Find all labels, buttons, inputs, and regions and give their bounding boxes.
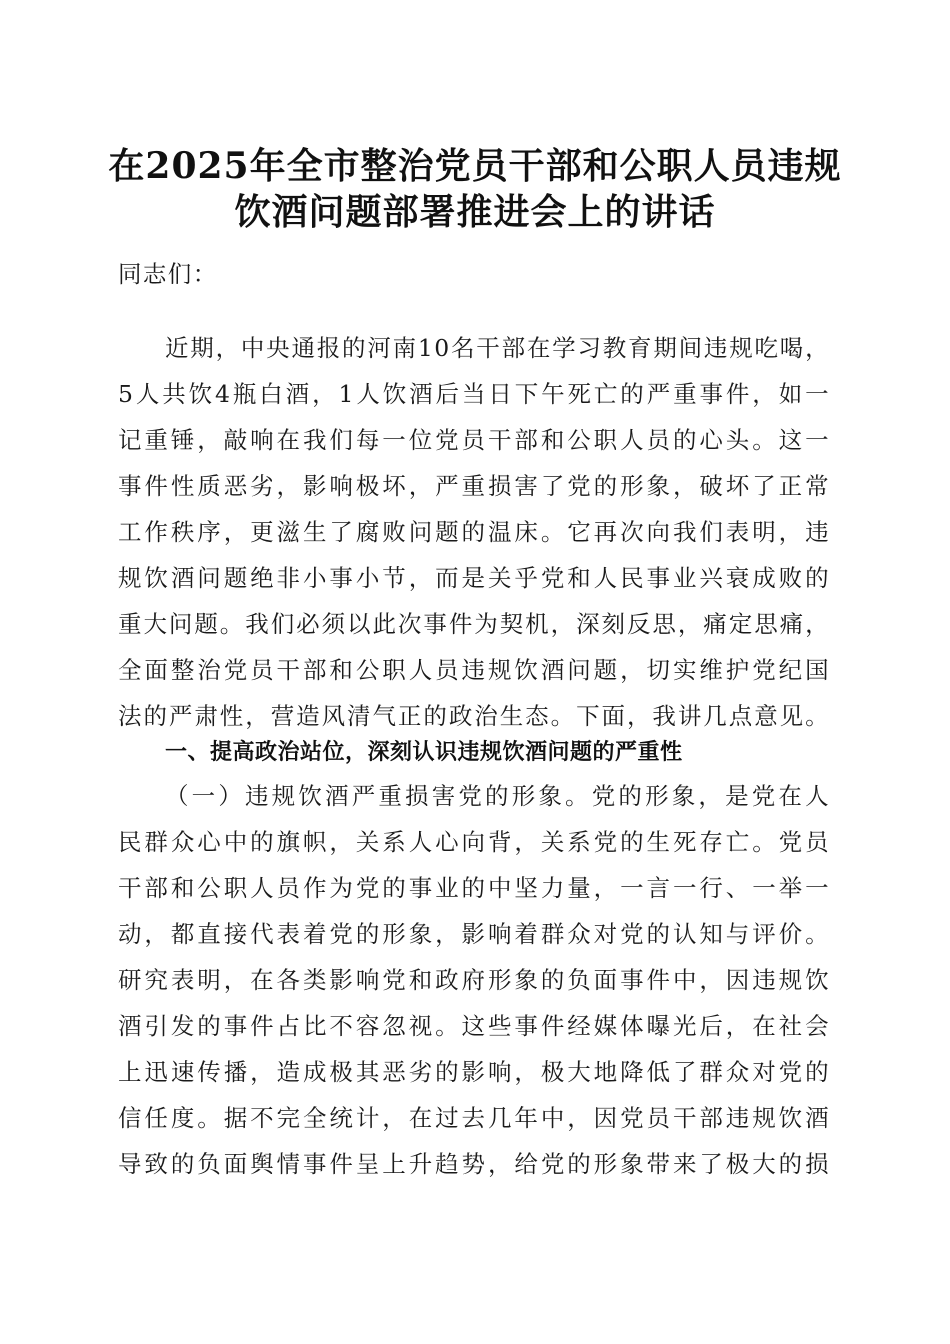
document-title-line-2: 饮酒问题部署推进会上的讲话 — [234, 191, 716, 233]
subsection-line: 动，都直接代表着党的形象，影响着群众对党的认知与评价。 — [118, 920, 830, 948]
subsection-line: 上迅速传播，造成极其恶劣的影响，极大地降低了群众对党的 — [118, 1058, 830, 1086]
document-title-line-1: 在2025年全市整治党员干部和公职人员违规 — [108, 145, 842, 187]
subsection-line: （一）违规饮酒严重损害党的形象。党的形象，是党在人 — [165, 782, 830, 810]
subsection-line: 民群众心中的旗帜，关系人心向背，关系党的生死存亡。党员 — [118, 828, 830, 856]
intro-line: 重大问题。我们必须以此次事件为契机，深刻反思，痛定思痛， — [118, 610, 830, 638]
intro-line: 记重锤，敲响在我们每一位党员干部和公职人员的心头。这一 — [118, 426, 830, 454]
intro-line: 5人共饮4瓶白酒，1人饮酒后当日下午死亡的严重事件，如一 — [118, 380, 830, 408]
intro-line: 工作秩序，更滋生了腐败问题的温床。它再次向我们表明，违 — [118, 518, 830, 546]
intro-line: 法的严肃性，营造风清气正的政治生态。下面，我讲几点意见。 — [118, 702, 830, 730]
intro-line: 规饮酒问题绝非小事小节，而是关乎党和人民事业兴衰成败的 — [118, 564, 830, 592]
section-heading: 一、提高政治站位，深刻认识违规饮酒问题的严重性 — [165, 740, 683, 765]
intro-line: 事件性质恶劣，影响极坏，严重损害了党的形象，破坏了正常 — [118, 472, 830, 500]
intro-line: 全面整治党员干部和公职人员违规饮酒问题，切实维护党纪国 — [118, 656, 830, 684]
intro-line: 近期，中央通报的河南10名干部在学习教育期间违规吃喝， — [165, 334, 830, 362]
subsection-line: 干部和公职人员作为党的事业的中坚力量，一言一行、一举一 — [118, 874, 830, 902]
salutation: 同志们： — [118, 260, 218, 288]
subsection-line: 导致的负面舆情事件呈上升趋势，给党的形象带来了极大的损 — [118, 1150, 830, 1178]
subsection-line: 信任度。据不完全统计，在过去几年中，因党员干部违规饮酒 — [118, 1104, 830, 1132]
subsection-line: 研究表明，在各类影响党和政府形象的负面事件中，因违规饮 — [118, 966, 830, 994]
subsection-line: 酒引发的事件占比不容忽视。这些事件经媒体曝光后，在社会 — [118, 1012, 830, 1040]
